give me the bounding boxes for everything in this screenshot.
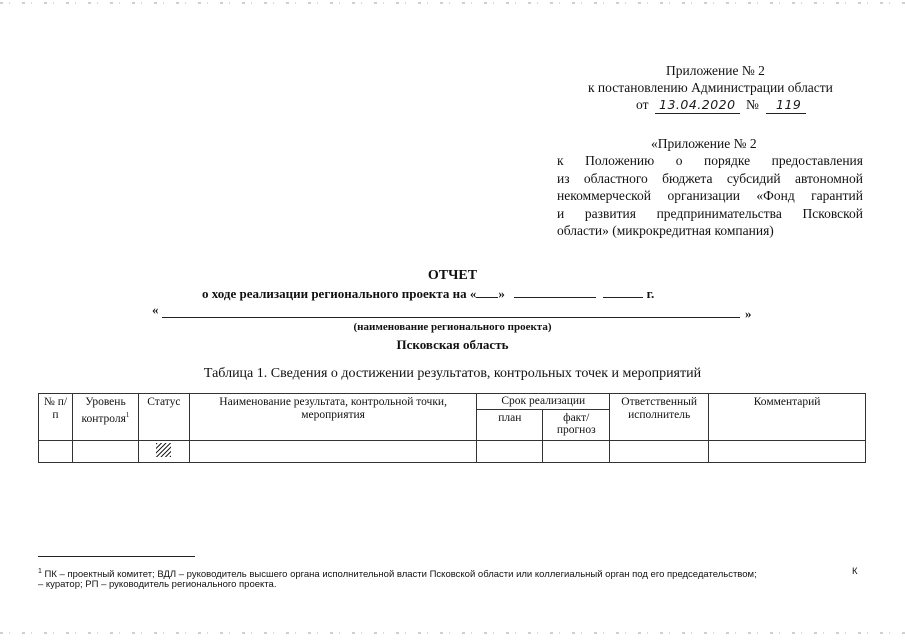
cell-plan xyxy=(477,440,543,462)
annex-quote-line: области» (микрокредитная компания) xyxy=(557,223,774,238)
annex-quote-line: из областного бюджета субсидий автономной xyxy=(557,170,863,186)
footnote-line2: – куратор; РП – руководитель регионального проекта. xyxy=(38,579,277,590)
cell-num xyxy=(39,440,73,462)
table-row xyxy=(39,440,866,462)
project-name-line xyxy=(162,317,740,318)
year-blank xyxy=(603,286,643,298)
number-underline xyxy=(766,113,806,114)
project-caption: (наименование регионального проекта) xyxy=(353,321,552,333)
project-close-quote: » xyxy=(745,306,752,321)
hatch-pattern xyxy=(156,443,171,457)
report-subtitle-prefix: о ходе реализации регионального проекта на « xyxy=(202,286,477,301)
header-num: № п/п xyxy=(39,394,73,441)
annex-quote-text xyxy=(557,152,863,240)
scan-artifact-bottom xyxy=(0,632,905,634)
report-title: ОТЧЕТ xyxy=(427,268,478,283)
header-level xyxy=(72,394,138,441)
cell-fact xyxy=(543,440,610,462)
header-comment: Комментарий xyxy=(709,394,866,441)
cell-name xyxy=(189,440,476,462)
annex-number: 119 xyxy=(776,97,802,112)
annex-title: Приложение № 2 xyxy=(666,63,765,78)
project-open-quote: « xyxy=(152,302,159,317)
scan-artifact-top xyxy=(0,2,905,4)
date-underline xyxy=(655,113,740,114)
header-plan: план xyxy=(477,409,543,440)
footnote-ref: 1 xyxy=(125,410,130,419)
header-term: Срок реализации xyxy=(477,394,610,410)
region-name: Псковская область xyxy=(396,337,509,352)
cell-responsible xyxy=(610,440,709,462)
header-level-text: Уровень контроля xyxy=(81,396,126,425)
day-blank xyxy=(476,286,498,298)
report-year-suffix: г. xyxy=(646,286,655,301)
results-table xyxy=(38,393,866,463)
cell-level xyxy=(72,440,138,462)
header-name: Наименование результата, контрольной точки, мероприятия xyxy=(189,394,476,441)
annex-quote-line: к Положению о порядке предоставления xyxy=(557,153,863,168)
header-responsible: Ответственный исполнитель xyxy=(610,394,709,441)
annex-from-label: от xyxy=(636,97,649,112)
header-status: Статус xyxy=(138,394,189,441)
annex-number-label: № xyxy=(746,97,759,112)
header-fact: факт/ прогноз xyxy=(543,409,610,440)
annex-quote-line: и развития предпринимательства Псковской xyxy=(557,205,863,221)
footnote-text-1: ПК – проектный комитет; ВДЛ – руководитель высшего органа исполнительной власти Псковской области или коллегиальный орган под его председательством; xyxy=(44,569,757,581)
annex-quote-title: «Приложение № 2 xyxy=(651,136,757,151)
cell-comment xyxy=(709,440,866,462)
footnote-separator xyxy=(38,556,195,557)
annex-decree-line: к постановлению Администрации области xyxy=(588,80,833,95)
table-caption: Таблица 1. Сведения о достижении результатов, контрольных точек и мероприятий xyxy=(203,366,702,381)
report-subtitle xyxy=(202,286,654,302)
annex-date: 13.04.2020 xyxy=(659,97,736,112)
report-subtitle-quote-close: » xyxy=(498,286,505,301)
annex-quote-line: некоммерческой организации «Фонд гарантий xyxy=(557,188,863,203)
month-blank xyxy=(514,286,596,298)
footnote-trailing-letter: К xyxy=(852,566,858,577)
footnote-number: 1 xyxy=(38,568,42,575)
table-header-row xyxy=(39,394,866,410)
cell-status xyxy=(138,440,189,462)
